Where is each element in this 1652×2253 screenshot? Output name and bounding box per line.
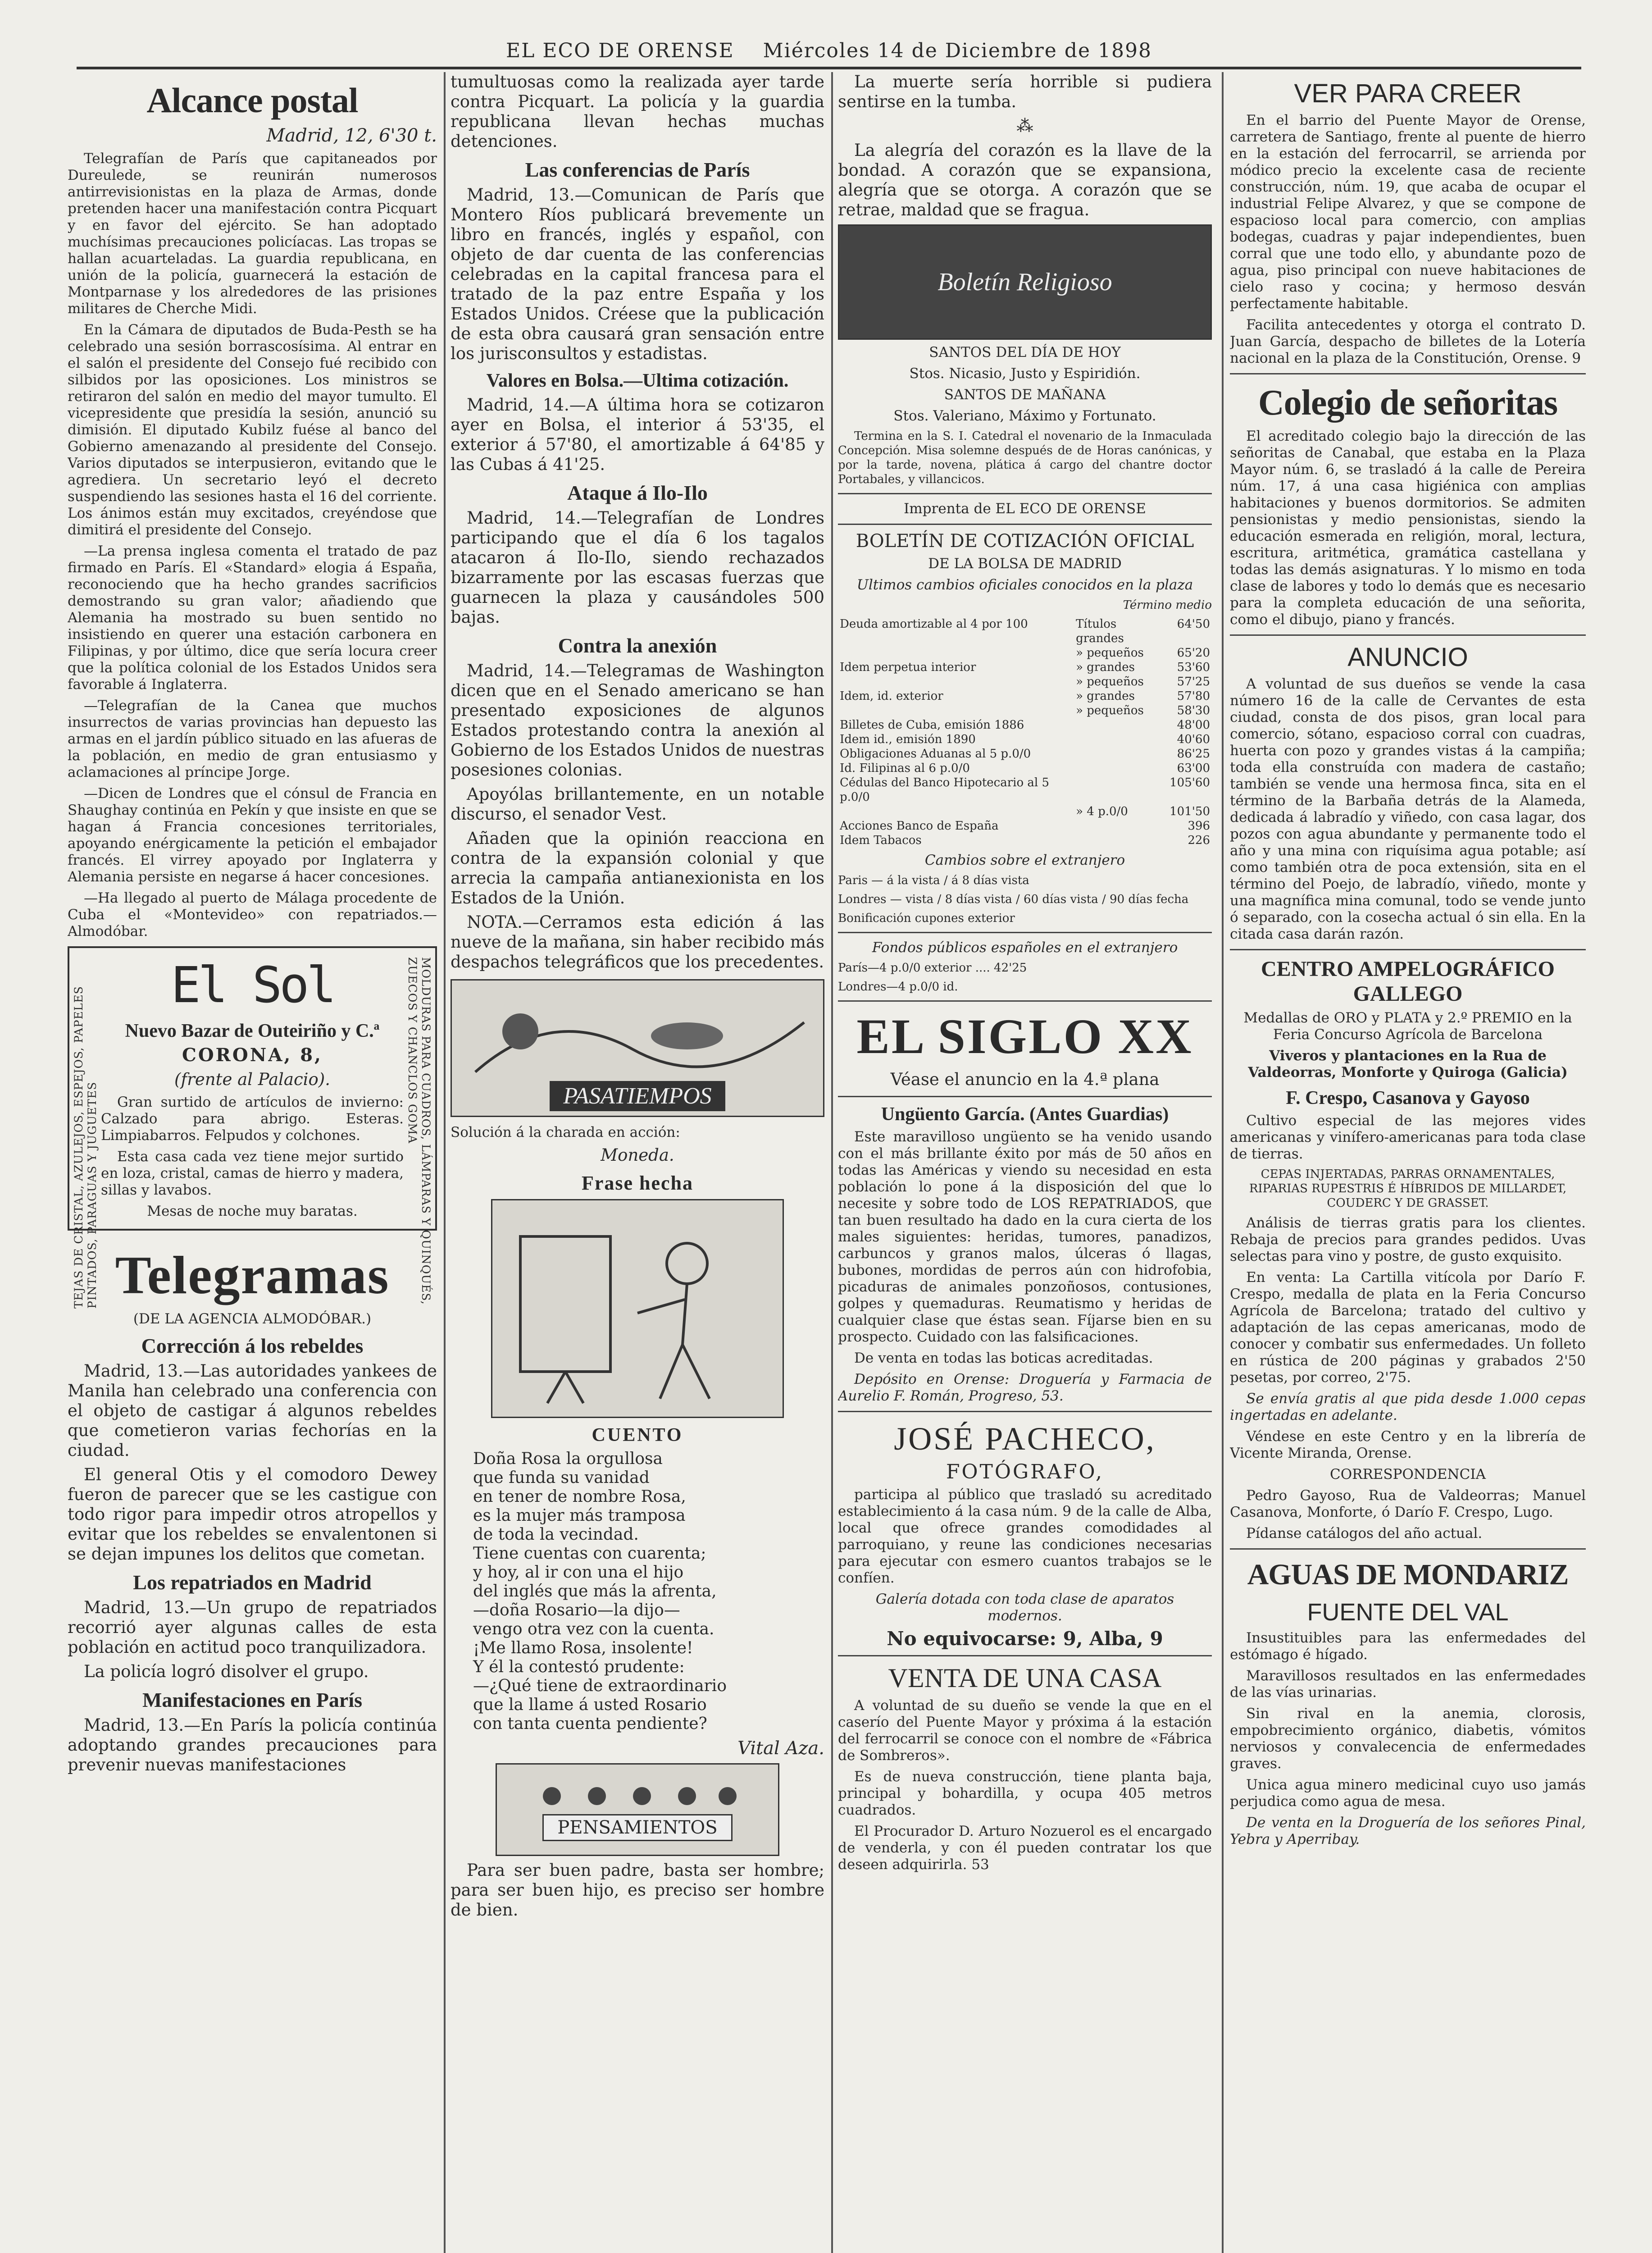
advert-paragraph: A voluntad de su dueño se vende la que en el caserío del Puente Mayor y próxima á la estación del ferrocarril se conoce con el nombre de «Fábrica de Sombreros».	[838, 1697, 1212, 1764]
divider-dots: ⁂	[1016, 116, 1033, 136]
table-cell	[1074, 819, 1168, 833]
table-cell	[1074, 732, 1168, 747]
fotografo-label: FOTÓGRAFO,	[946, 1460, 1104, 1483]
advert-paragraph: Este maravilloso ungüento se ha venido usando con el más brillante éxito por más de 50 años en todas las Américas y viendo su necesidad en esta población lo pone á la disposición del que lo necesite y sobre todo de LOS REPATRIADOS, que tan buen resultado ha dado en la cura cierta de los males siguientes: heridas, tumores, panadizos, carbuncos y granos malos, úlceras ó llagas, bubones, mordidas de perros aún con hidrofobia, picaduras de animales ponzoñosos, contusiones, golpes y quemaduras. Reumatismo y heridas de cualquier clase que éstas sean. Fíjarse bien en su prospecto. Cuidado con las falsificaciones.	[838, 1129, 1212, 1345]
centro-viveros: Viveros y plantaciones en la Rua de Valdeorras, Monforte y Quiroga (Galicia)	[1248, 1048, 1568, 1081]
table-row	[838, 833, 1212, 848]
poem-author: Vital Aza.	[737, 1738, 824, 1759]
termino-medio-label: Término medio	[1123, 598, 1212, 612]
advert-paragraph: Pedro Gayoso, Rua de Valdeorras; Manuel Casanova, Monforte, ó Darío F. Crespo, Lugo.	[1230, 1487, 1586, 1520]
divider	[1230, 1548, 1586, 1550]
siglo-xx-note: Véase el anuncio en la 4.ª plana	[890, 1070, 1160, 1089]
newspaper-title: EL ECO DE ORENSE	[506, 39, 734, 62]
table-cell: 58'30	[1177, 704, 1210, 717]
cotizacion-table	[838, 617, 1212, 848]
cotiz-italic: Ultimos cambios oficiales conocidos en la plaza	[856, 577, 1193, 593]
fondos-row: París—4 p.0/0 exterior .... 42'25	[838, 961, 1027, 975]
section-heading: Corrección á los rebeldes	[141, 1334, 364, 1357]
alcance-title: Alcance postal	[146, 81, 358, 120]
table-cell: » pequeños	[1076, 646, 1144, 660]
cotiz-title: BOLETÍN DE COTIZACIÓN OFICIAL	[856, 531, 1194, 552]
fondos-row: Londres—4 p.0/0 id.	[838, 980, 958, 994]
mondariz-title: AGUAS DE MONDARIZ	[1247, 1558, 1569, 1591]
venta-title: VENTA DE UNA CASA	[888, 1663, 1162, 1693]
mondariz-subtitle: FUENTE DEL VAL	[1307, 1599, 1509, 1626]
poem-line: de toda la vecindad.	[473, 1525, 639, 1544]
article-paragraph: En la Cámara de diputados de Buda-Pesth se ha celebrado una sesión borrascosísima. Al entrar en el salón el presidente del Consejo fué recibido con silbidos por las oposiciones. Los ministros se retiraron del salón en medio del mayor tumulto. El vicepresidente que presidía la sesión, anunció su dimisión. El diputado Kubilz fuése al banco del Gobierno amenazando al presidente del Consejo. Varios diputados se interpusieron, evitando que le agrediera. Un secretario leyó el decreto suspendiendo las sesiones hasta el 16 del corriente. Los ánimos están muy excitados, creyéndose que dimitirá el presidente del Consejo.	[68, 322, 437, 538]
table-cell: Idem perpetua interior	[840, 661, 976, 674]
divider	[1230, 634, 1586, 636]
table-cell: » 4 p.0/0	[1076, 805, 1128, 818]
divider	[1230, 373, 1586, 374]
centro-title: CENTRO AMPELOGRÁFICO GALLEGO	[1261, 957, 1555, 1006]
table-cell	[838, 675, 1074, 689]
table-cell: 86'25	[1177, 747, 1210, 761]
poem-line: es la mujer más tramposa	[473, 1506, 686, 1525]
poem-line: —¿Qué tiene de extraordinario	[473, 1677, 727, 1695]
article-paragraph: La alegría del corazón es la llave de la bondad. A corazón que se expansiona, alegría que se otorga. A corazón que se retrae, maldad que se fragua.	[838, 141, 1212, 219]
column-4	[1230, 72, 1586, 2253]
advert-paragraph: Unica agua minero medicinal cuyo uso jamás perjudica como agua de mesa.	[1230, 1777, 1586, 1810]
centro-crespo: F. Crespo, Casanova y Gayoso	[1286, 1088, 1530, 1108]
table-cell: 105'60	[1170, 776, 1210, 789]
divider	[838, 1096, 1212, 1097]
article-paragraph: La muerte sería horrible si pudiera sentirse en la tumba.	[838, 72, 1212, 111]
table-row	[838, 804, 1212, 819]
table-cell: 64'50	[1177, 617, 1210, 631]
pacheco-address: No equivocarse: 9, Alba, 9	[887, 1628, 1163, 1650]
column-divider	[444, 72, 446, 2253]
shop-address: CORONA, 8,	[182, 1044, 323, 1066]
page-header	[77, 35, 1581, 69]
article-paragraph: Madrid, 13.—En París la policía continúa adoptando grandes precauciones para prevenir nuevas manifestaciones	[68, 1715, 437, 1774]
article-paragraph: —Telegrafían de la Canea que muchos insurrectos de varias provincias han depuesto las armas en el jardín público situado en las afueras de la población, en medio de gran entusiasmo y aclamaciones al príncipe Jorge.	[68, 698, 437, 780]
table-row	[838, 689, 1212, 703]
pacheco-title: JOSÉ PACHECO,	[894, 1421, 1156, 1457]
section-heading: Ataque á Ilo-Ilo	[567, 481, 708, 504]
fondos-heading: Fondos públicos españoles en el extranjero	[872, 940, 1178, 956]
advert-paragraph: Se envía gratis al que pida desde 1.000 cepas ingertadas en adelante.	[1230, 1391, 1586, 1423]
cambios-heading: Cambios sobre el extranjero	[924, 852, 1125, 868]
section-heading: Manifestaciones en París	[142, 1688, 363, 1711]
side-text-right: MOLDURAS PARA CUADROS, LÁMPARAS Y QUINQUÉS, ZUECOS Y CHANCLOS GOMA	[406, 957, 432, 1305]
article-paragraph: Madrid, 14.—Telegrafían de Londres participando que el día 6 los tagalos atacaron á Ilo-Ilo, siendo rechazados bizarramente por las escasas fuerzas que guarnecen la plaza y causándoles 500 bajas.	[451, 508, 824, 627]
cambios-row: Paris — á la vista / á 8 días vista	[838, 874, 1029, 887]
figures-decoration-icon	[525, 1778, 750, 1814]
table-cell: » pequeños	[1076, 704, 1144, 717]
side-text-left: TEJAS DE CRISTAL, AZULEJOS, ESPEJOS, PAPELES PINTADOS, PARAGUAS Y JUGUETES	[72, 986, 99, 1309]
table-cell: Cédulas del Banco Hipotecario al 5 p.0/0	[840, 776, 1050, 804]
centro-cepas: CEPAS INJERTADAS, PARRAS ORNAMENTALES, RIPARIAS RUPESTRIS É HÍBRIDOS DE MILLARDET, COUDERC Y DE GRASSET.	[1249, 1168, 1567, 1210]
advert-paragraph: Análisis de tierras gratis para los clientes. Rebaja de precios para grandes pedidos. Uvas selectas para vino y postre, de gusto exquisito.	[1230, 1215, 1586, 1264]
article-paragraph: La policía logró disolver el grupo.	[84, 1662, 369, 1681]
poem-line: con tanta cuenta pendiente?	[473, 1715, 707, 1733]
table-row	[838, 617, 1212, 646]
column-divider	[1222, 72, 1224, 2253]
article-paragraph: Telegrafían de París que capitaneados por Dureulede, se reunirán numerosos antirrevisionistas en la plaza de Armas, donde pretenden hacer una manifestación contra Picquart y en favor del ejército. Se han adoptado muchísimas precauciones policíacas. Las tropas se hallan acuarteladas. La guardia republicana, en unión de la policía, guarnecerá la estación de Montparnase y los alrededores de las prisiones militares de Cherche Midi.	[68, 151, 437, 317]
table-cell: Billetes de Cuba, emisión 1886	[840, 718, 1024, 732]
poem-line: ¡Me llamo Rosa, insolente!	[473, 1639, 693, 1657]
pasatiempos-label: PASATIEMPOS	[550, 1081, 725, 1111]
shop-name: Nuevo Bazar de Outeiriño y C.ª	[125, 1021, 380, 1041]
advert-paragraph: Esta casa cada vez tiene mejor surtido en loza, cristal, camas de hierro y madera, sillas y lavabos.	[101, 1149, 404, 1198]
column-1	[68, 72, 437, 2253]
column-2	[451, 72, 824, 2253]
table-cell	[838, 703, 1074, 718]
table-cell: 48'00	[1177, 718, 1210, 732]
section-heading: Contra la anexión	[558, 634, 717, 657]
article-paragraph: Para ser buen padre, basta ser hombre; para ser buen hijo, es preciso ser hombre de bien.	[451, 1861, 824, 1920]
section-heading: Las conferencias de París	[525, 158, 750, 181]
article-paragraph: —La prensa inglesa comenta el tratado de paz firmado en París. El «Standard» elogia á España, reconociendo que ha hecho grandes sacrificios demostrando su gran valor; añadiendo que Alemania ha mostrado su buen sentido no insistiendo en querer una estación carbonera en Filipinas, y por último, dice que sería locura creer que la política colonial de los Estados Unidos sera favorable á Inglaterra.	[68, 543, 437, 693]
poem-line: Tiene cuentas con cuarenta;	[473, 1544, 706, 1563]
siglo-xx-title: EL SIGLO XX	[856, 1009, 1193, 1064]
table-cell: Acciones Banco de España	[840, 819, 999, 833]
table-row	[838, 775, 1212, 804]
divider	[838, 1000, 1212, 1002]
table-cell: 396	[1188, 819, 1210, 833]
advert-paragraph: De venta en la Droguería de los señores Pinal, Yebra y Aperribay.	[1230, 1815, 1586, 1847]
anuncio-title: ANUNCIO	[1347, 643, 1468, 672]
solution-answer: Moneda.	[601, 1145, 674, 1165]
table-row	[838, 732, 1212, 747]
advert-paragraph: participa al público que trasladó su acreditado establecimiento á la casa núm. 9 de la calle de Alba, local que ofrece grandes comodidades al parroquiano, y reune las condiciones necesarias para ejecutar con esmero cuantos trabajos se le confíen.	[838, 1487, 1212, 1586]
article-paragraph: Madrid, 13.—Las autoridades yankees de Manila han celebrado una conferencia con el objeto de castigar á algunos rebeldes que cometieron varias fechorías en la ciudad.	[68, 1361, 437, 1460]
advert-paragraph: Pídanse catálogos del año actual.	[1246, 1525, 1483, 1542]
table-row	[838, 718, 1212, 732]
article-paragraph: El general Otis y el comodoro Dewey fueron de parecer que se les castigue con todo rigor para impedir otros atropellos y evitar que los rebeldes se envalentonen si se dejan impunes los delitos que cometan.	[68, 1465, 437, 1564]
advert-paragraph: Es de nueva construcción, tiene planta baja, principal y bohardilla, y ocupa 405 metros cuadrados.	[838, 1769, 1212, 1818]
santos-text: Stos. Valeriano, Máximo y Fortunato.	[893, 408, 1156, 424]
table-row	[838, 819, 1212, 833]
cambios-row: Londres — vista / 8 días vista / 60 días vista / 90 días fecha	[838, 893, 1189, 906]
santos-heading: SANTOS DE MAÑANA	[944, 387, 1106, 403]
table-row	[838, 675, 1212, 689]
table-row	[838, 646, 1212, 660]
advert-paragraph: Gran surtido de artículos de invierno: Calzado para abrigo. Esteras. Limpiabarros. Felpudos y colchones.	[101, 1094, 404, 1144]
poem-line: Y él la contestó prudente:	[473, 1658, 685, 1676]
advert-paragraph: Mesas de noche muy baratas.	[147, 1203, 358, 1219]
advert-paragraph: Sin rival en la anemia, clorosis, empobrecimiento orgánico, diabetis, vómitos nerviosos y convalecencia de enfermedades graves.	[1230, 1706, 1586, 1772]
table-cell: 226	[1188, 834, 1210, 847]
santos-heading: SANTOS DEL DÍA DE HOY	[929, 344, 1121, 360]
poem-line: en tener de nombre Rosa,	[473, 1487, 686, 1506]
divider	[838, 1411, 1212, 1412]
column-3	[838, 72, 1212, 2253]
telegramas-title: Telegramas	[115, 1245, 390, 1305]
divider	[838, 493, 1212, 494]
painter-illustration	[491, 1199, 784, 1418]
section-heading: Los repatriados en Madrid	[133, 1571, 372, 1594]
advert-paragraph: Depósito en Orense: Droguería y Farmacia de Aurelio F. Román, Progreso, 53.	[838, 1371, 1212, 1404]
table-cell	[838, 646, 1074, 660]
table-cell: 57'80	[1177, 689, 1210, 703]
advert-paragraph: De venta en todas las boticas acreditadas.	[854, 1350, 1153, 1366]
advert-paragraph: Insustituibles para las enfermedades del estómago é hígado.	[1230, 1630, 1586, 1663]
article-paragraph: tumultuosas como la realizada ayer tarde contra Picquart. La policía y la guardia republicana llevan hechas muchas detenciones.	[451, 72, 824, 151]
painter-drawing-icon	[502, 1209, 773, 1408]
table-row	[838, 747, 1212, 761]
article-paragraph: Madrid, 13.—Comunican de París que Montero Ríos publicará brevemente un libro en francés, inglés y español, con objeto de dar cuenta de las conferencias celebradas en la capital francesa para el tratado de la paz entre España y los Estados Unidos. Créese que la publicación de esta obra causará gran sensación entre los jurisconsultos y estadistas.	[451, 185, 824, 363]
el-sol-title: El Sol	[171, 956, 334, 1014]
table-cell: 65'20	[1177, 646, 1210, 660]
advert-paragraph: En venta: La Cartilla vitícola por Darío F. Crespo, medalla de plata en la Feria Concurso Agrícola de Barcelona; tratado del cultivo y adaptación de las cepas americanas, modo de conocer y combatir sus enfermedades. Un folleto en rústica de 200 páginas y grabados 2'50 pesetas, por correo, 2'75.	[1230, 1269, 1586, 1386]
table-cell	[1074, 775, 1168, 804]
table-row	[838, 703, 1212, 718]
table-cell: Idem, id. exterior	[840, 689, 943, 703]
issue-date: Miércoles 14 de Diciembre de 1898	[763, 39, 1152, 62]
table-cell: 63'00	[1177, 762, 1210, 775]
table-cell: » pequeños	[1076, 675, 1144, 689]
colegio-title: Colegio de señoritas	[1258, 383, 1558, 423]
table-cell: Deuda amortizable al 4 por 100	[840, 617, 1028, 631]
article-paragraph: —Dicen de Londres que el cónsul de Francia en Shaughay continúa en Pekín y que insiste en que se hagan á Francia concesiones territoriales, apoyando enérgicamente la petición el embajador francés. El virrey apoyado por Inglaterra y Alemania persiste en negarse á hacer concesiones.	[68, 785, 437, 885]
santos-text: Stos. Nicasio, Justo y Espiridión.	[909, 365, 1141, 382]
shop-location: (frente al Palacio).	[174, 1070, 330, 1089]
divider	[838, 932, 1212, 933]
advert-paragraph: Facilita antecedentes y otorga el contrato D. Juan García, despacho de billetes de la Lotería nacional en la plaza de la Constitución, Orense. 9	[1230, 317, 1586, 366]
divider	[838, 524, 1212, 525]
table-cell: 57'25	[1177, 675, 1210, 689]
poem-line: vengo otra vez con la cuenta.	[473, 1620, 715, 1638]
advert-paragraph: Véndese en este Centro y en la librería de Vicente Miranda, Orense.	[1230, 1428, 1586, 1461]
advert-paragraph: A voluntad de sus dueños se vende la casa número 16 de la calle de Cervantes de esta ciudad, consta de dos pisos, gran local para comercio, sótano, espacioso corral con cuadras, huerta con pozo y grandes vistas á la campiña; toda ella construída con madera de castaño; también se vende una hermosa finca, sita en el término de la Barbaña detrás de la Alameda, dedicada á labradío y viñedo, con casa lagar, dos pozos con agua abundante y permanente todo el año y una mina con riquísima agua potable; así como también otra de poca extensión, sita en el término del Poejo, de labradío, viñedo, monte y una magnífica mina comunal, todo se vende junto ó separado, con la cosecha actual ó sin ella. En la citada casa darán razón.	[1230, 676, 1586, 942]
cotiz-subtitle: DE LA BOLSA DE MADRID	[928, 556, 1122, 572]
poem-line: del inglés que más la afrenta,	[473, 1582, 717, 1601]
cambios-row: Bonificación cupones exterior	[838, 912, 1015, 925]
boletin-religioso-banner: Boletín Religioso	[838, 224, 1212, 340]
article-paragraph: NOTA.—Cerramos esta edición á las nueve de la mañana, sin haber recibido más despachos telegráficos que los precedentes.	[451, 912, 824, 971]
table-row	[838, 761, 1212, 775]
table-cell	[1074, 761, 1168, 775]
frase-heading: Frase hecha	[581, 1172, 694, 1194]
agency-credit: (DE LA AGENCIA ALMODÓBAR.)	[133, 1311, 372, 1327]
table-cell: » grandes	[1076, 661, 1135, 674]
correspondencia-label: CORRESPONDENCIA	[1329, 1466, 1486, 1482]
article-paragraph: —Ha llegado al puerto de Málaga procedente de Cuba el «Montevideo» con repatriados.—Almodóbar.	[68, 890, 437, 940]
advert-paragraph: El acreditado colegio bajo la dirección de las señoritas de Canabal, que estaba en la Plaza Mayor núm. 6, se trasladó á la calle de Pereira núm. 17, á una casa higiénica con amplias habitaciones y buenos dormitorios. Se admiten pensionistas y medio pensionistas, siendo la educación esmerada en religión, moral, lectura, escritura, aritmética, gramática castellana y todas las demás asignaturas. Y lo mismo en toda clase de labores y todo lo demás que es necesario para la completa educación de una señorita, como el dibujo, piano y francés.	[1230, 428, 1586, 628]
table-cell: 53'60	[1177, 661, 1210, 674]
table-cell: Idem id., emisión 1890	[840, 733, 976, 746]
advert-paragraph: Galería dotada con toda clase de aparatos modernos.	[875, 1591, 1174, 1624]
cuento-heading: CUENTO	[592, 1425, 683, 1446]
poem	[473, 1450, 824, 1733]
table-cell	[1074, 833, 1168, 848]
divider	[838, 1655, 1212, 1656]
advert-paragraph: Maravillosos resultados en las enfermedades de las vías urinarias.	[1230, 1668, 1586, 1701]
table-cell: 40'60	[1177, 733, 1210, 746]
poem-line: y hoy, al ir con una el hijo	[473, 1563, 684, 1582]
pensamientos-label: PENSAMIENTOS	[542, 1814, 732, 1841]
table-cell: 101'50	[1170, 805, 1210, 818]
table-cell: Títulos grandes	[1076, 617, 1124, 645]
section-heading: Valores en Bolsa.—Ultima cotización.	[486, 370, 789, 391]
poem-line: —doña Rosario—la dijo—	[473, 1601, 680, 1619]
table-cell: Obligaciones Aduanas al 5 p.0/0	[840, 747, 1031, 761]
table-row	[838, 660, 1212, 675]
ver-para-creer-title: VER PARA CREER	[1294, 79, 1522, 108]
poem-line: Doña Rosa la orgullosa	[473, 1450, 663, 1468]
column-divider	[831, 72, 833, 2253]
table-cell	[1074, 747, 1168, 761]
table-cell	[838, 804, 1074, 819]
dateline: Madrid, 12, 6'30 t.	[266, 125, 437, 146]
centro-medallas: Medallas de ORO y PLATA y 2.º PREMIO en la Feria Concurso Agrícola de Barcelona	[1243, 1010, 1572, 1043]
article-paragraph: Termina en la S. I. Catedral el novenario de la Inmaculada Concepción. Misa solemne después de de Horas canónicas, y por la tarde, novena, plática á cargo del chantre doctor Portabales, y villancicos.	[838, 429, 1212, 486]
unguento-title: Ungüento García. (Antes Guardias)	[881, 1104, 1169, 1125]
imprenta-credit: Imprenta de EL ECO DE ORENSE	[904, 501, 1146, 517]
article-paragraph: Madrid, 13.—Un grupo de repatriados recorrió ayer algunas calles de esta población en actitud poco tranquilizadora.	[68, 1598, 437, 1657]
table-cell: Id. Filipinas al 6 p.0/0	[840, 762, 970, 775]
article-paragraph: Apoyólas brillantemente, en un notable discurso, el senador Vest.	[451, 784, 824, 824]
solution-label: Solución á la charada en acción:	[451, 1124, 680, 1140]
poem-line: que funda su vanidad	[473, 1469, 650, 1487]
article-paragraph: Madrid, 14.—Telegramas de Washington dicen que en el Senado americano se han presentado exposiciones de algunos Estados protestando contra la anexión al Gobierno de los Estados Unidos de nuestras posesiones colonias.	[451, 661, 824, 780]
table-cell: Idem Tabacos	[840, 834, 922, 847]
decorative-foliage-icon	[462, 995, 813, 1081]
advert-paragraph: Cultivo especial de las mejores vides americanas y vinífero-americanas para toda clase de tierras.	[1230, 1113, 1586, 1162]
article-paragraph: Añaden que la opinión reacciona en contra de la expansión colonial y que arrecia la campaña antianexionista en los Estados de la Unión.	[451, 829, 824, 908]
table-cell	[1074, 718, 1168, 732]
poem-line: que la llame á usted Rosario	[473, 1696, 707, 1714]
pensamientos-banner	[496, 1763, 779, 1856]
divider	[1230, 949, 1586, 950]
advert-paragraph: El Procurador D. Arturo Nozuerol es el encargado de venderla, y con él pueden contratar los que deseen adquirirla. 53	[838, 1823, 1212, 1873]
article-paragraph: Madrid, 14.—A última hora se cotizaron ayer en Bolsa, el interior á 53'35, el exterior á 57'80, el amortizable á 64'85 y las Cubas á 41'25.	[451, 395, 824, 474]
table-cell: » grandes	[1076, 689, 1135, 703]
pasatiempos-banner	[451, 979, 824, 1117]
advert-paragraph: En el barrio del Puente Mayor de Orense, carretera de Santiago, frente al puente de hierro en la estación del ferrocarril, se arrienda por módico precio la excelente casa de reciente construcción, núm. 19, que acaba de ocupar el industrial Felipe Alvarez, y que se compone de espacioso local para comercio, con amplias bodegas, cuadras y pajar independientes, buen corral que une todo ello, y abundante pozo de agua, piso principal con nueve habitaciones de cielo raso y cocina; y hermoso desván perfectamente habitable.	[1230, 112, 1586, 312]
